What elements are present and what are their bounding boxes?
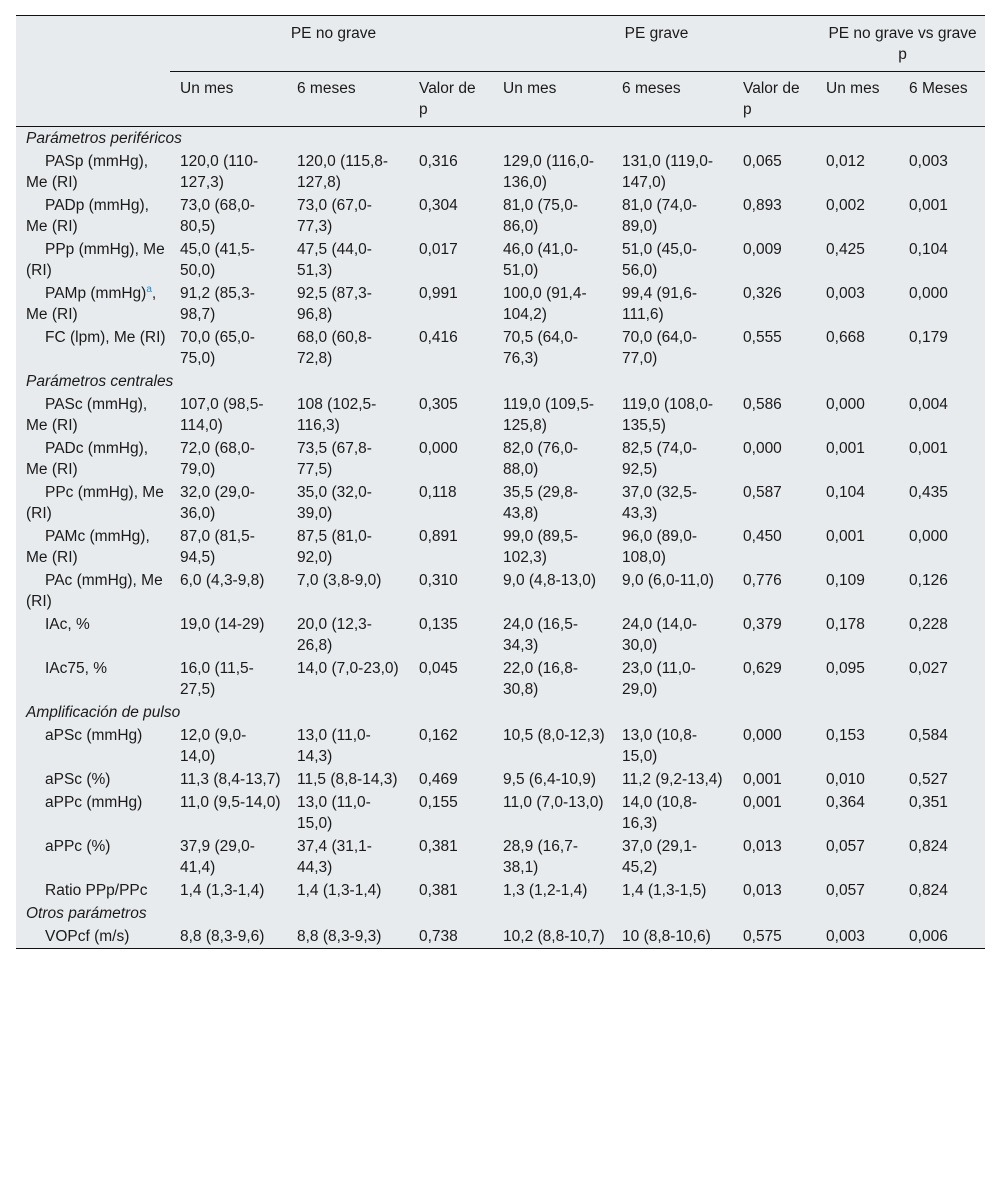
- sub-header-cell: Valor de p: [733, 72, 816, 127]
- table-cell: 0,304: [419, 197, 458, 214]
- table-cell: 32,0 (29,0-36,0): [180, 484, 255, 522]
- row-label: [16, 282, 170, 326]
- table-cell: 0,668: [826, 329, 865, 346]
- table-cell: 1,3 (1,2-1,4): [503, 882, 588, 899]
- table-cell: 46,0 (41,0-51,0): [503, 241, 578, 279]
- table-cell: 0,109: [826, 572, 865, 589]
- table-cell: 0,351: [909, 794, 948, 811]
- row-label: aPSc (mmHg): [45, 727, 143, 744]
- table-cell: 9,0 (6,0-11,0): [622, 572, 714, 589]
- table-cell: 35,5 (29,8-43,8): [503, 484, 578, 522]
- table-cell: 37,9 (29,0-41,4): [180, 838, 255, 876]
- table-cell: 8,8 (8,3-9,3): [297, 928, 382, 945]
- table-cell: 13,0 (10,8-15,0): [622, 727, 697, 765]
- table-cell: 0,425: [826, 241, 865, 258]
- table-cell: 70,0 (65,0-75,0): [180, 329, 255, 367]
- table-cell: 0,305: [419, 396, 458, 413]
- row-label: PPp (mmHg), Me (RI): [26, 241, 165, 279]
- table-row: [16, 437, 985, 481]
- sub-header-row: [16, 72, 985, 127]
- table-cell: 120,0 (110-127,3): [180, 153, 259, 191]
- results-table: [16, 15, 985, 949]
- table-cell: 10 (8,8-10,6): [622, 928, 711, 945]
- table-cell: 81,0 (75,0-86,0): [503, 197, 578, 235]
- section-title: Otros parámetros: [26, 905, 147, 922]
- table-cell: 20,0 (12,3-26,8): [297, 616, 372, 654]
- row-label: PASp (mmHg), Me (RI): [26, 153, 149, 191]
- table-cell: 96,0 (89,0-108,0): [622, 528, 697, 566]
- table-cell: 0,001: [909, 197, 948, 214]
- table-cell: 0,435: [909, 484, 948, 501]
- section-title: Parámetros centrales: [26, 373, 174, 390]
- table-cell: 22,0 (16,8-30,8): [503, 660, 578, 698]
- table-cell: 0,575: [743, 928, 782, 945]
- table-cell: 0,000: [743, 440, 782, 457]
- table-cell: 0,776: [743, 572, 782, 589]
- sub-header-cell: Un mes: [170, 72, 287, 127]
- table-cell: 9,5 (6,4-10,9): [503, 771, 597, 788]
- row-label: IAc, %: [45, 616, 90, 633]
- table-cell: 24,0 (16,5-34,3): [503, 616, 578, 654]
- table-cell: 72,0 (68,0-79,0): [180, 440, 255, 478]
- table-cell: 119,0 (109,5-125,8): [503, 396, 595, 434]
- row-label: PPc (mmHg), Me (RI): [26, 484, 164, 522]
- table-cell: 100,0 (91,4-104,2): [503, 285, 587, 323]
- table-cell: 28,9 (16,7-38,1): [503, 838, 578, 876]
- table-cell: 0,316: [419, 153, 458, 170]
- row-label: VOPcf (m/s): [45, 928, 130, 945]
- table-cell: 0,002: [826, 197, 865, 214]
- table-row: [16, 835, 985, 879]
- table-row: [16, 238, 985, 282]
- table-cell: 91,2 (85,3-98,7): [180, 285, 255, 323]
- table-cell: 70,5 (64,0-76,3): [503, 329, 578, 367]
- table-cell: 0,891: [419, 528, 458, 545]
- table-cell: 70,0 (64,0-77,0): [622, 329, 697, 367]
- table-cell: 0,000: [909, 285, 948, 302]
- section-row: [16, 902, 985, 925]
- table-cell: 0,057: [826, 838, 865, 855]
- table-cell: 0,738: [419, 928, 458, 945]
- table-cell: 99,0 (89,5-102,3): [503, 528, 578, 566]
- section-title: Parámetros periféricos: [26, 130, 182, 147]
- table-row: [16, 879, 985, 902]
- table-cell: 0,584: [909, 727, 948, 744]
- table-cell: 19,0 (14-29): [180, 616, 265, 633]
- table-body: [16, 127, 985, 949]
- table-cell: 37,4 (31,1-44,3): [297, 838, 372, 876]
- table-cell: 129,0 (116,0-136,0): [503, 153, 595, 191]
- table-cell: 45,0 (41,5-50,0): [180, 241, 255, 279]
- table-cell: 14,0 (10,8-16,3): [622, 794, 697, 832]
- table-cell: 68,0 (60,8-72,8): [297, 329, 372, 367]
- sub-header-cell: Un mes: [493, 72, 612, 127]
- table-cell: 0,824: [909, 882, 948, 899]
- table-row: [16, 150, 985, 194]
- table-cell: 0,104: [826, 484, 865, 501]
- table-cell: 0,364: [826, 794, 865, 811]
- table-cell: 6,0 (4,3-9,8): [180, 572, 265, 589]
- row-label: aPPc (%): [45, 838, 111, 855]
- table-row: [16, 657, 985, 701]
- row-label: PAMc (mmHg), Me (RI): [26, 528, 150, 566]
- table-cell: 14,0 (7,0-23,0): [297, 660, 399, 677]
- table-cell: 11,5 (8,8-14,3): [297, 771, 398, 788]
- table-cell: 87,0 (81,5-94,5): [180, 528, 255, 566]
- table-cell: 0,228: [909, 616, 948, 633]
- table-cell: 0,003: [826, 928, 865, 945]
- table-cell: 87,5 (81,0-92,0): [297, 528, 372, 566]
- table-cell: 51,0 (45,0-56,0): [622, 241, 697, 279]
- table-cell: 0,027: [909, 660, 948, 677]
- table-row: [16, 282, 985, 326]
- table-cell: 0,326: [743, 285, 782, 302]
- sub-header-cell: 6 meses: [287, 72, 409, 127]
- table-cell: 0,013: [743, 882, 782, 899]
- table-cell: 0,001: [743, 771, 782, 788]
- table-cell: 0,001: [826, 440, 865, 457]
- table-cell: 0,000: [909, 528, 948, 545]
- row-label: aPPc (mmHg): [45, 794, 143, 811]
- table-row: [16, 724, 985, 768]
- table-cell: 7,0 (3,8-9,0): [297, 572, 382, 589]
- row-label: PASc (mmHg), Me (RI): [26, 396, 148, 434]
- table-cell: 82,0 (76,0-88,0): [503, 440, 578, 478]
- table-cell: 10,5 (8,0-12,3): [503, 727, 605, 744]
- table-cell: 81,0 (74,0-89,0): [622, 197, 697, 235]
- table-cell: 0,001: [826, 528, 865, 545]
- row-label-text: , Me (RI): [26, 285, 157, 323]
- table-cell: 0,006: [909, 928, 948, 945]
- table-cell: 0,013: [743, 838, 782, 855]
- group-header-pe-no-grave: PE no grave: [290, 25, 377, 42]
- table-cell: 37,0 (29,1-45,2): [622, 838, 697, 876]
- section-row: [16, 701, 985, 724]
- table-cell: 0,045: [419, 660, 458, 677]
- table-cell: 0,000: [826, 396, 865, 413]
- row-label: PADp (mmHg), Me (RI): [26, 197, 149, 235]
- table-cell: 10,2 (8,8-10,7): [503, 928, 605, 945]
- table-cell: 0,003: [826, 285, 865, 302]
- table-cell: 1,4 (1,3-1,4): [297, 882, 382, 899]
- table-cell: 0,009: [743, 241, 782, 258]
- table-cell: 37,0 (32,5-43,3): [622, 484, 697, 522]
- table-cell: 0,000: [419, 440, 458, 457]
- table-cell: 16,0 (11,5-27,5): [180, 660, 254, 698]
- table-cell: 119,0 (108,0-135,5): [622, 396, 714, 434]
- table-cell: 73,0 (68,0-80,5): [180, 197, 255, 235]
- table-row: [16, 925, 985, 949]
- table-row: [16, 481, 985, 525]
- table-cell: 0,126: [909, 572, 948, 589]
- sub-header-cell: Valor de p: [409, 72, 493, 127]
- table-cell: 1,4 (1,3-1,4): [180, 882, 265, 899]
- table-cell: 0,179: [909, 329, 948, 346]
- table-cell: 11,0 (9,5-14,0): [180, 794, 281, 811]
- table-cell: 0,135: [419, 616, 458, 633]
- table-cell: 73,5 (67,8-77,5): [297, 440, 372, 478]
- sub-header-blank: [16, 72, 170, 127]
- table-row: [16, 194, 985, 238]
- row-label: PAc (mmHg), Me (RI): [26, 572, 163, 610]
- sub-header-cell: 6 Meses: [899, 72, 985, 127]
- table-cell: 23,0 (11,0-29,0): [622, 660, 696, 698]
- table-row: [16, 768, 985, 791]
- table-cell: 0,017: [419, 241, 458, 258]
- table-cell: 11,2 (9,2-13,4): [622, 771, 723, 788]
- table-cell: 13,0 (11,0-15,0): [297, 794, 371, 832]
- table-cell: 0,155: [419, 794, 458, 811]
- table-cell: 35,0 (32,0-39,0): [297, 484, 372, 522]
- table-cell: 0,450: [743, 528, 782, 545]
- table-cell: 131,0 (119,0-147,0): [622, 153, 714, 191]
- row-label: PADc (mmHg), Me (RI): [26, 440, 149, 478]
- table-row: [16, 791, 985, 835]
- corner-cell: [16, 16, 170, 72]
- table-cell: 99,4 (91,6-111,6): [622, 285, 697, 323]
- table-cell: 73,0 (67,0-77,3): [297, 197, 372, 235]
- table-row: [16, 569, 985, 613]
- table-cell: 0,824: [909, 838, 948, 855]
- table-row: [16, 613, 985, 657]
- table-cell: 0,991: [419, 285, 458, 302]
- group-header-pe-grave: PE grave: [624, 25, 689, 42]
- table-row: [16, 525, 985, 569]
- table-cell: 0,555: [743, 329, 782, 346]
- table-cell: 11,0 (7,0-13,0): [503, 794, 604, 811]
- table-cell: 9,0 (4,8-13,0): [503, 572, 597, 589]
- section-title: Amplificación de pulso: [26, 704, 181, 721]
- table-cell: 8,8 (8,3-9,6): [180, 928, 265, 945]
- table-cell: 0,416: [419, 329, 458, 346]
- table-cell: 12,0 (9,0-14,0): [180, 727, 247, 765]
- table-cell: 24,0 (14,0-30,0): [622, 616, 697, 654]
- table-cell: 0,629: [743, 660, 782, 677]
- table-cell: 0,178: [826, 616, 865, 633]
- table-cell: 0,381: [419, 882, 458, 899]
- sub-header-cell: Un mes: [816, 72, 899, 127]
- table-cell: 0,003: [909, 153, 948, 170]
- row-label: aPSc (%): [45, 771, 111, 788]
- results-table-container: [16, 15, 985, 949]
- table-cell: 0,162: [419, 727, 458, 744]
- table-cell: 0,586: [743, 396, 782, 413]
- row-label-text: PAMp (mmHg): [45, 285, 147, 302]
- table-cell: 0,001: [743, 794, 782, 811]
- footnote-marker[interactable]: a: [146, 283, 152, 295]
- table-cell: 92,5 (87,3-96,8): [297, 285, 372, 323]
- table-cell: 107,0 (98,5-114,0): [180, 396, 264, 434]
- table-cell: 0,587: [743, 484, 782, 501]
- table-row: [16, 326, 985, 370]
- table-cell: 0,000: [743, 727, 782, 744]
- table-cell: 0,118: [419, 484, 457, 501]
- group-header-row: [16, 16, 985, 72]
- table-cell: 0,057: [826, 882, 865, 899]
- table-cell: 11,3 (8,4-13,7): [180, 771, 281, 788]
- table-cell: 0,004: [909, 396, 948, 413]
- table-cell: 0,310: [419, 572, 458, 589]
- table-cell: 0,381: [419, 838, 458, 855]
- table-cell: 0,893: [743, 197, 782, 214]
- table-cell: 108 (102,5-116,3): [297, 396, 377, 434]
- table-cell: 0,104: [909, 241, 948, 258]
- table-cell: 0,001: [909, 440, 948, 457]
- table-cell: 0,065: [743, 153, 782, 170]
- sub-header-cell: 6 meses: [612, 72, 733, 127]
- table-cell: 0,010: [826, 771, 865, 788]
- table-cell: 0,379: [743, 616, 782, 633]
- section-row: [16, 127, 985, 151]
- section-row: [16, 370, 985, 393]
- row-label: FC (lpm), Me (RI): [45, 329, 166, 346]
- table-row: [16, 393, 985, 437]
- table-cell: 1,4 (1,3-1,5): [622, 882, 707, 899]
- row-label: Ratio PPp/PPc: [45, 882, 148, 899]
- table-cell: 0,527: [909, 771, 948, 788]
- table-cell: 120,0 (115,8-127,8): [297, 153, 389, 191]
- group-header-comparison: PE no grave vs grave p: [828, 25, 977, 63]
- table-cell: 0,095: [826, 660, 865, 677]
- table-cell: 0,153: [826, 727, 865, 744]
- table-cell: 47,5 (44,0-51,3): [297, 241, 372, 279]
- table-cell: 82,5 (74,0-92,5): [622, 440, 697, 478]
- table-cell: 0,012: [826, 153, 865, 170]
- table-cell: 13,0 (11,0-14,3): [297, 727, 371, 765]
- table-cell: 0,469: [419, 771, 458, 788]
- row-label: IAc75, %: [45, 660, 108, 677]
